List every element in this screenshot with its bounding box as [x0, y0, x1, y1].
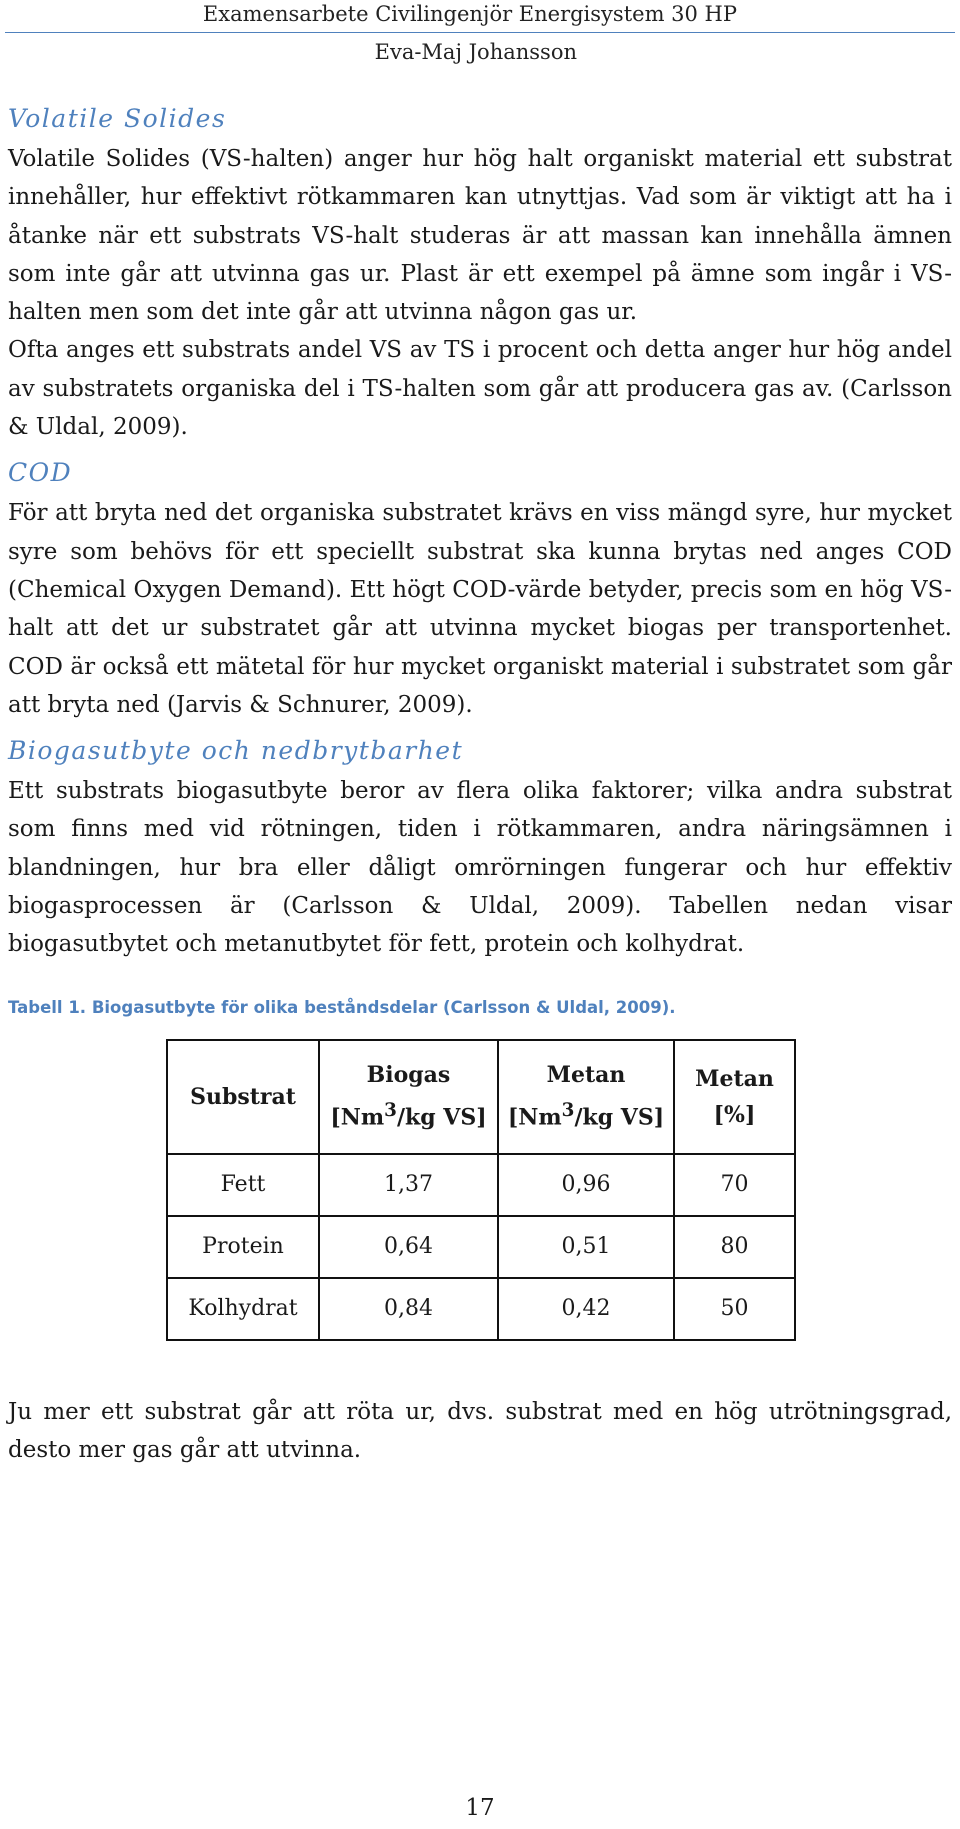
- cell-metan: 0,51: [498, 1216, 674, 1278]
- paragraph-after-table: Ju mer ett substrat går att röta ur, dvs. substrat med en hög utrötningsgrad, desto mer gas går att utvinna.: [8, 1398, 952, 1463]
- header-thesis-title: Examensarbete Civilingenjör Energisystem 30 HP: [202, 2, 737, 26]
- paragraph-vs-2: Ofta anges ett substrats andel VS av TS i procent och detta anger hur hög andel av substratets organiska del i TS-halten som går att producera gas av. (Carlsson & Uldal, 2009).: [8, 337, 952, 441]
- header-metan: [498, 1040, 674, 1154]
- cell-metan: 0,42: [498, 1278, 674, 1340]
- paragraph-cod: För att bryta ned det organiska substratet krävs en viss mängd syre, hur mycket syre som behövs för ett speciellt substrat ska kunna brytas ned anges COD (Chemical Oxygen Demand). Ett högt COD-värde betyder, precis som en hög VS-halt att det ur substratet går att utvinna mycket biogas per transportenhet. COD är också ett mätetal för hur mycket organiskt material i substratet som går att bryta ned (Jarvis & Schnurer, 2009).: [8, 500, 952, 718]
- page-body: [8, 100, 952, 1477]
- header-biogas: [319, 1040, 498, 1154]
- header-metan-percent-unit: [%]: [713, 1101, 756, 1128]
- heading-biogasutbyte: Biogasutbyte och nedbrytbarhet: [8, 736, 464, 766]
- header-biogas-unit-pre: [Nm: [330, 1104, 385, 1131]
- paragraph-vs-1: Volatile Solides (VS-halten) anger hur hög halt organiskt material ett substrat innehåller, hur effektivt rötkammaren kan utnyttjas. Vad som är viktigt att ha i åtanke när ett substrats VS-halt studeras är att massan kan innehålla ämnen som inte går att utvinna gas ur. Plast är ett exempel på ämne som ingår i VS-halten men som det inte går att utvinna någon gas ur.: [8, 146, 952, 326]
- heading-volatile-solides: Volatile Solides: [8, 104, 227, 133]
- cell-biogas: 0,84: [319, 1278, 498, 1340]
- cell-substrat: Fett: [167, 1154, 319, 1216]
- header-substrat: Substrat: [167, 1040, 319, 1154]
- biogas-table: [166, 1039, 796, 1341]
- header-rule: [5, 32, 955, 33]
- header-biogas-label: Biogas: [366, 1062, 451, 1089]
- cell-biogas: 1,37: [319, 1154, 498, 1216]
- header-metan-unit-sup: 3: [561, 1100, 575, 1122]
- cell-metan-percent: 70: [674, 1154, 795, 1216]
- table-header-row: [167, 1040, 795, 1154]
- cell-substrat: Protein: [167, 1216, 319, 1278]
- table-row: [167, 1154, 795, 1216]
- header-metan-label: Metan: [546, 1062, 626, 1089]
- header-metan-percent-label: Metan: [695, 1065, 774, 1092]
- header-biogas-unit-sup: 3: [384, 1100, 397, 1122]
- cell-metan: 0,96: [498, 1154, 674, 1216]
- table-row: [167, 1278, 795, 1340]
- page-number: 17: [465, 1795, 495, 1821]
- cell-metan-percent: 80: [674, 1216, 795, 1278]
- heading-cod: COD: [8, 458, 73, 488]
- header-author: Eva-Maj Johansson: [374, 40, 577, 64]
- header-metan-percent: [674, 1040, 795, 1154]
- header-metan-unit-post: /kg VS]: [574, 1104, 665, 1131]
- cell-metan-percent: 50: [674, 1278, 795, 1340]
- cell-substrat: Kolhydrat: [167, 1278, 319, 1340]
- table-caption: Tabell 1. Biogasutbyte för olika beståndsdelar (Carlsson & Uldal, 2009).: [8, 997, 676, 1017]
- paragraph-biogasutbyte: Ett substrats biogasutbyte beror av flera olika faktorer; vilka andra substrat som finns med vid rötningen, tiden i rötkammaren, andra näringsämnen i blandningen, hur bra eller dåligt omrörningen fungerar och hur effektiv biogasprocessen är (Carlsson & Uldal, 2009). Tabellen nedan visar biogasutbytet och metanutbytet för fett, protein och kolhydrat.: [8, 778, 952, 958]
- cell-biogas: 0,64: [319, 1216, 498, 1278]
- header-biogas-unit-post: /kg VS]: [396, 1104, 487, 1131]
- table-row: [167, 1216, 795, 1278]
- header-metan-unit-pre: [Nm: [507, 1104, 562, 1131]
